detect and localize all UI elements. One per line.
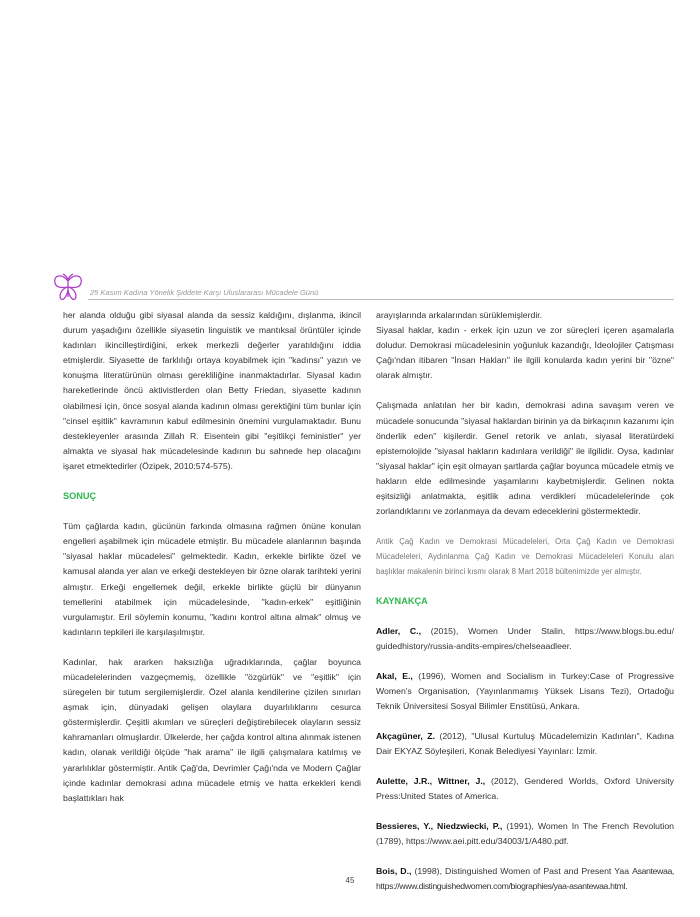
- paragraph: Siyasal haklar, kadın - erkek için uzun ve zor süreçleri içeren aşamalarla doludur. Demokrasi mücadelesinin yoğunluk kazandığı, İdeolojiler Çatışması Çağı'ndan itibaren "İnsan Hakları" ile ilgili konularda kadın yerini bir "özne" olarak almıştır.: [376, 325, 674, 381]
- reference-item: [376, 819, 674, 849]
- reference-item: [376, 729, 674, 759]
- paragraph: Tüm çağlarda kadın, gücünün farkında olmasına rağmen önüne konulan engelleri aşabilmek için mücadele etmiştir. Bu mücadele alanlarının başında "siyasal haklar mücadelesi" gelmektedir. Kadın, erkekle birlikte özel ve kamusal alanda yer alan ve erkeği destekleyen bir özne olarak tarihteki yerini almıştır. Erkeği engellemek değil, erkekle birlikte güçlü bir dünyanın temellerini atabilmek için mücadelesinde, "kadın-erkek" eşitliğinin vurgulamıştır. Eril söylemin konumu, "kadını kontrol altına almak" olmuş ve kadınların tepkileri ile karşılaşılmıştır.: [63, 521, 361, 637]
- reference-author: Bois, D.,: [376, 866, 412, 877]
- reference-text: (2015), Women Under Stalin, https://www.blogs.bu.edu/ guidedhistory/russia-andits-empires/chelseaadleer.: [376, 626, 674, 652]
- reference-text: (1996), Women and Socialism in Turkey:Case of Progressive Women's Organisation, (Yayınlanmamış Yüksek Lisans Tezi), Ortadoğu Teknik Üniversitesi Sosyal Bilimler Enstitüsü, Ankara.: [376, 671, 674, 712]
- reference-author: Bessieres, Y., Niedzwiecki, P.,: [376, 821, 503, 832]
- reference-item: [376, 774, 674, 804]
- paragraph: her alanda olduğu gibi siyasal alanda da sessiz kaldığını, dışlanma, ikincil durum yaşadığını özellikle siyasetin linguistik ve mantıksal örüntüler içinde kadınları ikincilleştirdiğini, erkek merkezli değerler yaratıldığını iddia etmişlerdir. Siyasette de farklılığı ortaya koyabilmek için "kadınsı" yazın ve konuşma literatürünün olması gerekliliğine inanmaktadırlar. Siyasal kadın hareketlerinde öncü aktivistlerden olan Betty Friedan, siyasette kadının olabilmesi için, önce sosyal alanda kadının olması gerektiğini tüm bunlar için "cinsel eşitlik" kavramının kabul edilmesinin önemini vurgulamaktadır. Bunu destekleyenler arasında Zillah R. Eisentein gibi "eşitlikçi feministler" yer almakta ve siyasal hak mücadelesinde kadının bu sahnede hep olacağını işaret etmektedirler (Özipek, 2010:574-575).: [63, 310, 361, 471]
- header-title: 25 Kasım Kadına Yönelik Şiddete Karşı Uluslararası Mücadele Günü: [90, 288, 319, 297]
- reference-list: [376, 624, 674, 894]
- reference-text: (2012), "Ulusal Kurtuluş Mücadelemizin Kadınları", Kadına Dair EKYAZ Söyleşileri, Konak Belediyesi Yayınları: İzmir.: [376, 731, 674, 757]
- reference-text: (2012), Gendered Worlds, Oxford University Press:United States of America.: [376, 776, 674, 802]
- reference-author: Aulette, J.R., Wittner, J.,: [376, 776, 486, 787]
- reference-author: Adler, C.,: [376, 626, 422, 637]
- header-rule: [88, 299, 674, 300]
- paragraph: arayışlarında arkalarından sürüklemişlerdir.: [376, 310, 543, 320]
- right-column: [376, 308, 674, 909]
- reference-author: Akal, E.,: [376, 671, 413, 682]
- section-heading-kaynakca: KAYNAKÇA: [376, 596, 428, 607]
- reference-text: (1991), Women In The French Revolution (1789), https://www.aei.pitt.edu/34003/1/A480.pdf.: [376, 821, 674, 847]
- reference-author: Akçagüner, Z.: [376, 731, 435, 742]
- reference-item: [376, 624, 674, 654]
- reference-url: Asantewaa, https://www.distinguishedwomen.com/biographies/yaa-asantewaa.html.: [376, 866, 674, 892]
- running-header: [52, 272, 674, 302]
- reference-text: (1998), Distinguished Women of Past and Present Yaa: [411, 866, 633, 877]
- paragraph: Çalışmada anlatılan her bir kadın, demokrasi adına savaşım veren ve mücadele sonucunda "siyasal haklardan birinin ya da birkaçının kazanımı için önderlik eden" kişilerdir. Genel retorik ve anlatı, siyasal literatürdeki epistemolojide "siyasal hakların kadınlara verildiği" ile ilgilidir. Oysa, kadınlar "siyasal haklar" için eşit olmayan şartlarda çağlar boyunca mücadele etmiş ve hakların elde edilmesinde yaşamlarını kaybetmişlerdir. Gelinen nokta eşitsizliği anlatmakta, eşitlik adına verdikleri mücadelelerinde çok zorlandıklarını ve zorlanmaya da devam edeceklerini göstermektedir.: [376, 400, 674, 517]
- footnote: Antik Çağ Kadın ve Demokrasi Mücadeleleri, Orta Çağ Kadın ve Demokrasi Mücadeleleri, Aydınlanma Çağ Kadın ve Demokrasi Mücadeleleri Konulu alan başlıklar makalenin birinci kısmı olarak 8 Mart 2018 bültenimizde yer almıştır.: [376, 537, 674, 577]
- butterfly-icon: [52, 272, 84, 302]
- page-number: 45: [345, 876, 355, 885]
- section-heading-sonuc: SONUÇ: [63, 491, 97, 502]
- reference-item: [376, 669, 674, 714]
- left-column: [63, 308, 361, 806]
- paragraph: Kadınlar, hak ararken haksızlığa uğradıklarında, çağlar boyunca mücadelelerinden vazgeçmemiş, özellikle "özgürlük" ve "eşitlik" için süregelen bir tutum sergilemişlerdir. Özel alanla kendilerine çizilen sınırları aşmak için, dünyadaki gelişen olaylara duyarlılıklarını cesurca göstermişlerdir. Çeşitli akımları ve süreçleri değiştirebilecek olayların sessiz kahramanları olmuşlardır. Ülkelerde, her çağda kontrol altına alınmak istenen kadın, olanak verildiği ölçüde "hak arama" ile ilgili çalışmalara katılmış ve yararlılıklar göstermiştir. Antik Çağ'da, Devrimler Çağı'nda ve Modern Çağlar içinde kadınlar demokrasi adına mücadele etmiş ve hatta erkekleri kendi başlattıkları hak: [63, 656, 361, 803]
